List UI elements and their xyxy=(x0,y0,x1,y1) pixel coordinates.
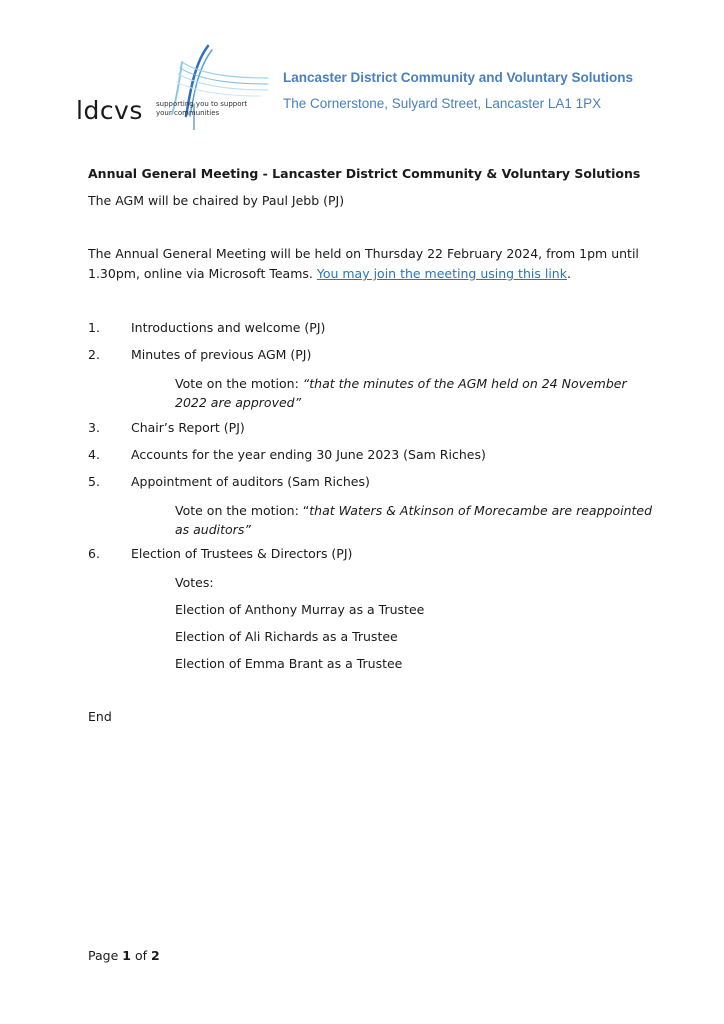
agenda-item-number: 1. xyxy=(88,320,100,335)
vote-item: Election of Emma Brant as a Trustee xyxy=(175,656,403,671)
chair-line: The AGM will be chaired by Paul Jebb (PJ) xyxy=(88,193,345,208)
document-title: Annual General Meeting - Lancaster District Community & Voluntary Solutions xyxy=(88,166,641,181)
agenda-item-text: Accounts for the year ending 30 June 2023 (Sam Riches) xyxy=(131,447,486,462)
vote-item: Election of Ali Richards as a Trustee xyxy=(175,629,398,644)
agenda-item-number: 2. xyxy=(88,347,100,362)
end-text: End xyxy=(88,709,112,724)
motion-minutes: Vote on the motion: “that the minutes of the AGM held on 24 November 2022 are approved” xyxy=(175,376,627,410)
page-number-footer: Page 1 of 2 xyxy=(88,948,160,963)
motion-auditors: Vote on the motion: “that Waters & Atkinson of Morecambe are reappointed as auditors” xyxy=(175,503,653,537)
organisation-name: Lancaster District Community and Voluntary Solutions xyxy=(283,70,634,85)
intro-line-2: 1.30pm, online via Microsoft Teams. You may join the meeting using this link. xyxy=(88,266,571,281)
agenda-item-number: 5. xyxy=(88,474,100,489)
agenda-item-text: Appointment of auditors (Sam Riches) xyxy=(131,474,370,489)
current-page-number: 1 xyxy=(122,948,131,963)
agenda-item-number: 3. xyxy=(88,420,100,435)
logo-wordmark: ldcvs xyxy=(76,96,143,125)
votes-label: Votes: xyxy=(175,575,214,590)
agenda-item-number: 6. xyxy=(88,546,100,561)
vote-item: Election of Anthony Murray as a Trustee xyxy=(175,602,425,617)
agenda-item-text: Introductions and welcome (PJ) xyxy=(131,320,326,335)
ldcvs-logo xyxy=(76,44,266,130)
intro-line-1: The Annual General Meeting will be held on Thursday 22 February 2024, from 1pm until xyxy=(88,246,639,261)
agenda-item-text: Minutes of previous AGM (PJ) xyxy=(131,347,312,362)
agenda-item-text: Chair’s Report (PJ) xyxy=(131,420,245,435)
agenda-item-text: Election of Trustees & Directors (PJ) xyxy=(131,546,353,561)
agenda-item-number: 4. xyxy=(88,447,100,462)
total-page-count: 2 xyxy=(150,948,160,963)
organisation-address: The Cornerstone, Sulyard Street, Lancaster LA1 1PX xyxy=(283,96,602,111)
teams-meeting-link[interactable]: You may join the meeting using this link xyxy=(316,266,567,281)
logo-tagline: supporting you to support your communities xyxy=(156,100,248,117)
